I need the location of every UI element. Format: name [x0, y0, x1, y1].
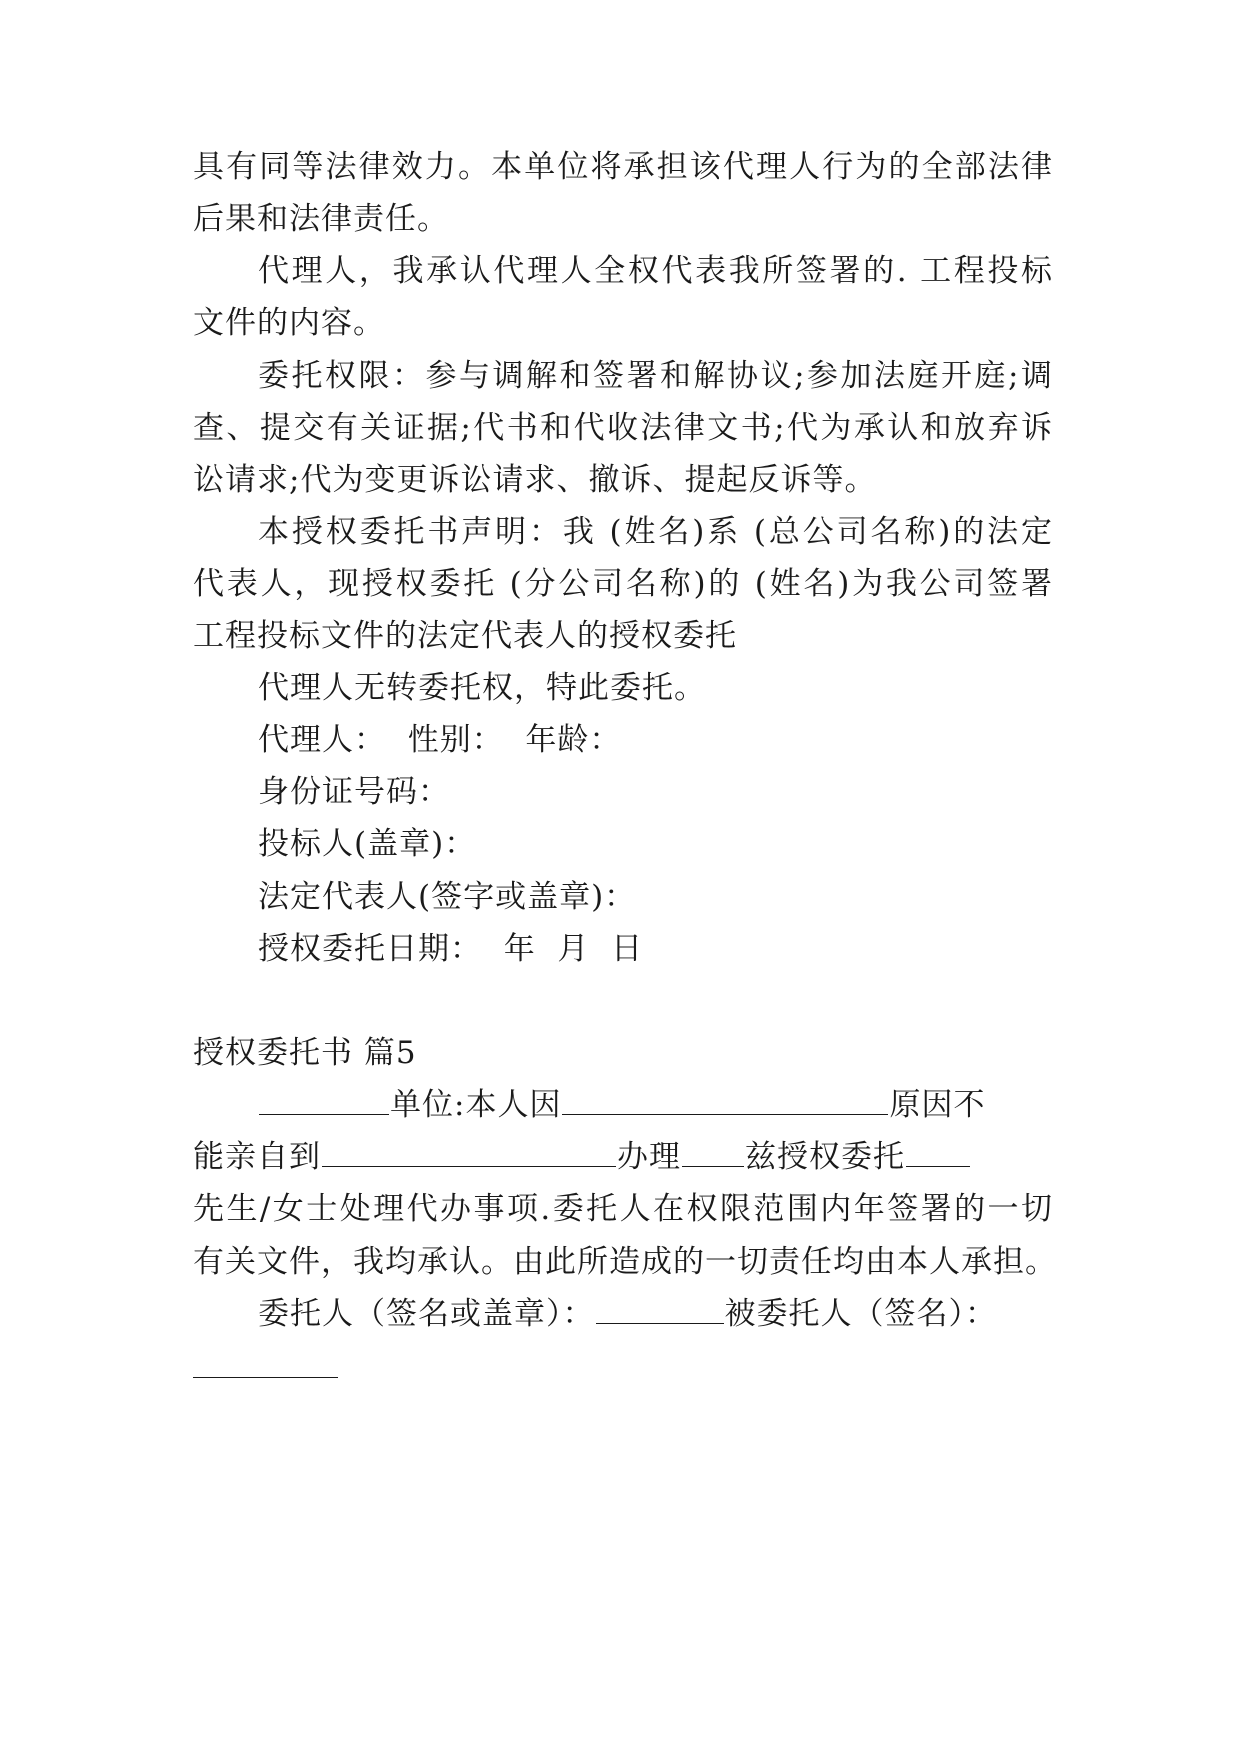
- date-label: 授权委托日期： 年 月 日: [258, 931, 644, 967]
- para1-line2: 后果和法律责任。: [193, 201, 449, 237]
- section5-line4: 有关文件，我均承认。由此所造成的一切责任均由本人承担。: [193, 1244, 1057, 1280]
- go-to-text: 能亲自到: [193, 1139, 321, 1175]
- blank-place[interactable]: [322, 1138, 616, 1167]
- agent-info-row: 代理人： 性别： 年龄：: [258, 722, 622, 758]
- blank-agent-name[interactable]: [906, 1138, 970, 1167]
- para4-line2: 代表人，现授权委托 (分公司名称)的 (姓名)为我公司签署: [193, 566, 1053, 602]
- para2-line2: 文件的内容。: [193, 305, 385, 341]
- reason-text: 原因不: [889, 1087, 986, 1123]
- para3-line1: 委托权限：参与调解和签署和解协议;参加法庭开庭;调: [258, 358, 1053, 394]
- blank-principal-sign[interactable]: [596, 1295, 724, 1324]
- section5-heading: 授权委托书 篇5: [193, 1035, 417, 1071]
- unit-text: 单位:本人因: [390, 1087, 562, 1123]
- handle-text: 办理: [617, 1139, 681, 1175]
- para3-line2: 查、提交有关证据;代书和代收法律文书;代为承认和放弃诉: [193, 410, 1053, 446]
- legal-rep-label: 法定代表人(签字或盖章)：: [258, 879, 637, 915]
- para2-line1: 代理人，我承认代理人全权代表我所签署的. 工程投标: [258, 253, 1053, 289]
- no-transfer-text: 代理人无转委托权，特此委托。: [258, 670, 706, 706]
- id-number-label: 身份证号码：: [258, 774, 450, 810]
- section5-signature-row: [258, 1293, 1053, 1335]
- para1-line1: 具有同等法律效力。本单位将承担该代理人行为的全部法律: [193, 149, 1053, 185]
- section5-line2: [193, 1136, 1053, 1178]
- agent-sign-label: 被委托人（签名）：: [724, 1296, 997, 1332]
- principal-sign-label: 委托人（签名或盖章）：: [258, 1296, 595, 1332]
- para3-line3: 讼请求;代为变更诉讼请求、撤诉、提起反诉等。: [193, 462, 877, 498]
- blank-unit[interactable]: [259, 1086, 389, 1115]
- para4-line3: 工程投标文件的法定代表人的授权委托: [193, 618, 737, 654]
- para4-line1: 本授权委托书声明：我 (姓名)系 (总公司名称)的法定: [258, 514, 1053, 550]
- section5-line1: [258, 1084, 1053, 1126]
- blank-reason[interactable]: [562, 1086, 888, 1115]
- blank-matter[interactable]: [682, 1138, 744, 1167]
- bidder-seal-label: 投标人(盖章)：: [258, 826, 477, 862]
- agent-sign-blank[interactable]: [193, 1377, 338, 1378]
- authorize-text: 兹授权委托: [745, 1139, 905, 1175]
- section5-line3: 先生/女士处理代办事项.委托人在权限范围内年签署的一切: [193, 1191, 1053, 1227]
